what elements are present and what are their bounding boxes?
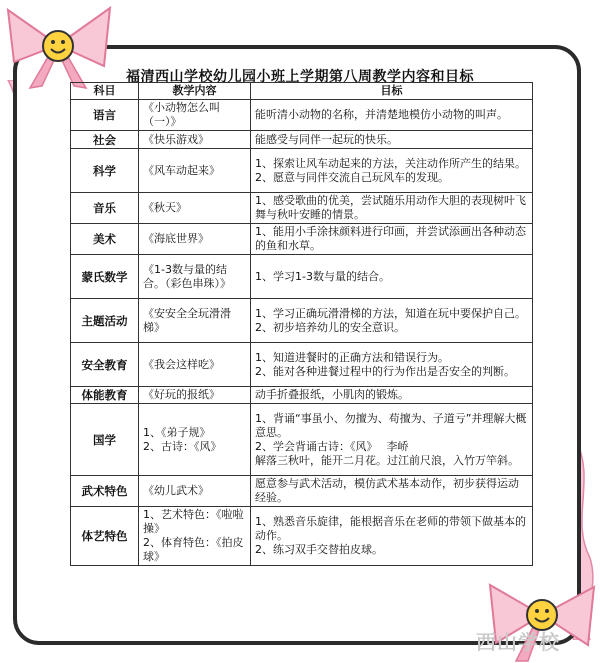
table-row — [71, 343, 533, 387]
subject-cell: 主题活动 — [71, 299, 139, 343]
goal-cell: 1、熟悉音乐旋律，能根据音乐在老师的带领下做基本的动作。 2、练习双手交替拍皮球。 — [251, 507, 533, 566]
goal-cell: 1、学习正确玩滑滑梯的方法，知道在玩中要保护自己。 2、初步培养幼儿的安全意识。 — [251, 299, 533, 343]
subject-cell: 语言 — [71, 100, 139, 131]
subject-cell: 蒙氏数学 — [71, 255, 139, 299]
goal-cell: 1、能用小手涂抹颜料进行印画，并尝试添画出各种动态的鱼和水草。 — [251, 224, 533, 255]
goal-cell: 1、知道进餐时的正确方法和错误行为。 2、能对各种进餐过程中的行为作出是否安全的判断。 — [251, 343, 533, 387]
header-subject: 科目 — [71, 83, 139, 100]
table-header-row — [71, 83, 533, 100]
subject-cell: 科学 — [71, 149, 139, 193]
header-content: 教学内容 — [139, 83, 251, 100]
content-cell: 《海底世界》 — [139, 224, 251, 255]
content-cell: 《风车动起来》 — [139, 149, 251, 193]
content-cell: 《秋天》 — [139, 193, 251, 224]
table-row — [71, 224, 533, 255]
content-cell: 《好玩的报纸》 — [139, 387, 251, 404]
subject-cell: 社会 — [71, 131, 139, 149]
watermark-text: 西山学校 — [476, 630, 560, 654]
goal-cell: 1、背诵“事虽小、勿擅为、苟擅为、子道亏”并理解大概意思。 2、学会背诵古诗：《风》 李峤 解落三秋叶，能开二月花。过江前尺浪，入竹万竿斜。 — [251, 404, 533, 476]
table-row — [71, 255, 533, 299]
content-cell: 《快乐游戏》 — [139, 131, 251, 149]
goal-cell: 1、探索让风车动起来的方法，关注动作所产生的结果。2、愿意与同伴交流自己玩风车的发现。 — [251, 149, 533, 193]
subject-cell: 体能教育 — [71, 387, 139, 404]
table-row — [71, 131, 533, 149]
page-title: 福清西山学校幼儿园小班上学期第八周教学内容和目标 — [126, 69, 474, 85]
table-row — [71, 193, 533, 224]
subject-cell: 安全教育 — [71, 343, 139, 387]
goal-cell: 1、学习1-3数与量的结合。 — [251, 255, 533, 299]
table-row — [71, 299, 533, 343]
goal-cell: 能听清小动物的名称，并清楚地模仿小动物的叫声。 — [251, 100, 533, 131]
content-cell: 《1-3数与量的结合。（彩色串珠）》 — [139, 255, 251, 299]
content-cell: 《小动物怎么叫（一）》 — [139, 100, 251, 131]
table-row — [71, 507, 533, 566]
subject-cell: 音乐 — [71, 193, 139, 224]
content-cell: 1、艺术特色：《啦啦操》 2、体育特色：《拍皮球》 — [139, 507, 251, 566]
table-row — [71, 100, 533, 131]
teaching-plan-table — [70, 82, 533, 566]
content-cell: 《安安全全玩滑滑梯》 — [139, 299, 251, 343]
subject-cell: 武术特色 — [71, 476, 139, 507]
table-row — [71, 149, 533, 193]
subject-cell: 体艺特色 — [71, 507, 139, 566]
table-row — [71, 404, 533, 476]
content-cell: 《幼儿武术》 — [139, 476, 251, 507]
goal-cell: 愿意参与武术活动，模仿武术基本动作，初步获得运动经验。 — [251, 476, 533, 507]
goal-cell: 1、感受歌曲的优美，尝试随乐用动作大胆的表现树叶飞舞与秋叶安睡的情景。 — [251, 193, 533, 224]
header-goal: 目标 — [251, 83, 533, 100]
table-row — [71, 476, 533, 507]
content-cell: 1、《弟子规》 2、古诗：《风》 — [139, 404, 251, 476]
subject-cell: 美术 — [71, 224, 139, 255]
content-cell: 《我会这样吃》 — [139, 343, 251, 387]
goal-cell: 动手折叠报纸，小肌肉的锻炼。 — [251, 387, 533, 404]
subject-cell: 国学 — [71, 404, 139, 476]
goal-cell: 能感受与同伴一起玩的快乐。 — [251, 131, 533, 149]
table-row — [71, 387, 533, 404]
